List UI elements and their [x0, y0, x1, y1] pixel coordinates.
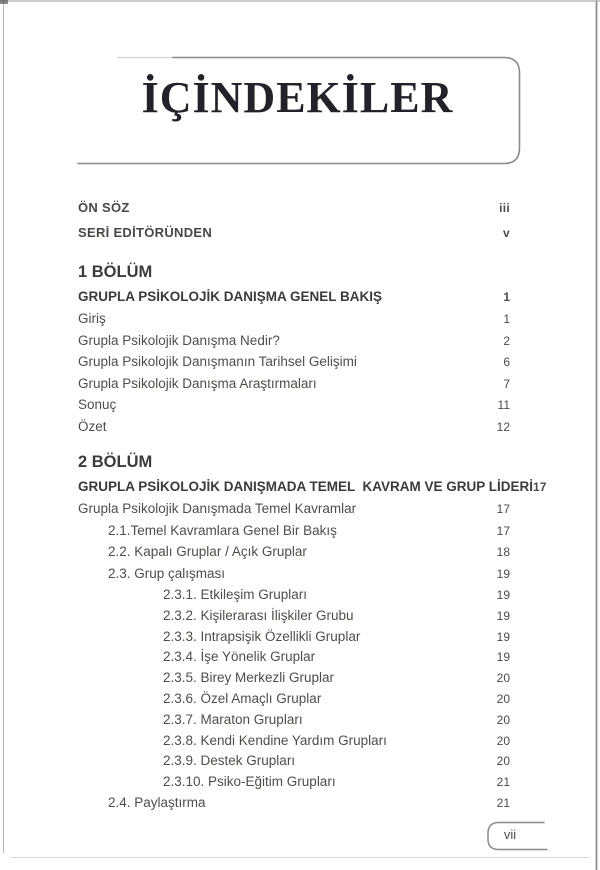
toc-entry	[78, 670, 510, 691]
toc-entry	[78, 733, 510, 754]
toc-entry-label: 2.3.9. Destek Grupları	[163, 753, 296, 769]
footer-page-number: vii	[503, 827, 517, 842]
toc-entry-label: 2.1.Temel Kavramlara Genel Bir Bakış	[108, 522, 337, 538]
toc-entry-page: 1	[503, 290, 510, 304]
toc-entry	[78, 566, 510, 588]
toc-entry	[78, 376, 510, 398]
toc-entry-page: 17	[496, 523, 510, 538]
toc-entry	[78, 354, 510, 376]
toc-entry-label: Özet	[78, 418, 107, 434]
toc-entry-page: 19	[496, 629, 510, 644]
page-title: İÇİNDEKİLER	[141, 73, 454, 122]
toc-entry-page: 19	[496, 608, 510, 623]
toc-entry-page: 12	[496, 419, 510, 434]
toc-entry-label: 2.3.8. Kendi Kendine Yardım Grupları	[163, 732, 387, 748]
toc-entry-label: Sonuç	[78, 397, 117, 412]
toc-entry-label: Grupla Psikolojik Danışmada Temel Kavramlar	[78, 501, 357, 516]
toc-entry	[78, 419, 510, 441]
toc-entry-page: 20	[496, 712, 510, 727]
toc-chapter-title	[78, 289, 510, 311]
toc-entry	[78, 712, 510, 733]
toc-entry	[78, 587, 510, 608]
toc-entry	[78, 774, 510, 795]
toc-entry-label: 2.3.10. Psiko-Eğitim Grupları	[163, 774, 336, 790]
toc-entry	[78, 523, 510, 545]
toc-entry	[78, 397, 510, 419]
toc-entry-label: 2.2. Kapalı Gruplar / Açık Gruplar	[108, 544, 307, 559]
toc-chapter-number	[78, 263, 510, 289]
scan-corner-smudge	[0, 0, 8, 4]
toc-entry-page: iii	[499, 201, 510, 215]
toc-entry-page: 2	[503, 333, 510, 348]
toc-entry-page: 19	[496, 588, 510, 602]
toc-entry-label: Grupla Psikolojik Danışmanın Tarihsel Gelişimi	[78, 354, 357, 369]
toc-entry-page: v	[503, 226, 510, 240]
toc-entry-page: 19	[496, 566, 510, 581]
toc-entry-label: 2.3. Grup çalışması	[108, 565, 226, 581]
toc-entry	[78, 544, 510, 566]
toc-entry	[78, 333, 510, 355]
toc-entry-label: 2.3.2. Kişilerarası İlişkiler Grubu	[163, 607, 354, 623]
toc-entry-page: 21	[496, 775, 510, 790]
toc-entry-label: Giriş	[78, 311, 106, 326]
toc-entry	[78, 795, 510, 817]
toc-entry-label: Grupla Psikolojik Danışma Nedir?	[78, 332, 280, 348]
toc-entry-page: 19	[496, 650, 510, 665]
toc-chapter-title	[78, 479, 547, 501]
toc-entry-page: 20	[496, 691, 510, 706]
toc-chapter-number	[78, 453, 510, 479]
table-of-contents	[78, 200, 547, 816]
toc-entry-label: 1 BÖLÜM	[78, 263, 153, 281]
toc-entry	[78, 311, 510, 333]
toc-entry	[78, 608, 510, 629]
toc-entry-page: 6	[503, 355, 510, 369]
toc-entry-front-matter	[78, 200, 510, 225]
toc-entry	[78, 629, 510, 650]
toc-entry-label: ÖN SÖZ	[78, 200, 130, 215]
toc-entry-label: 2.3.5. Birey Merkezli Gruplar	[163, 670, 335, 686]
toc-entry-label: 2.3.6. Özel Amaçlı Gruplar	[163, 690, 322, 706]
toc-entry-label: 2.4. Paylaştırma	[108, 794, 206, 810]
toc-entry	[78, 753, 510, 774]
toc-entry-page: 11	[497, 398, 510, 412]
toc-entry-label: 2.3.3. Intrapsişik Özellikli Gruplar	[163, 628, 361, 644]
toc-entry-page: 7	[503, 376, 510, 391]
toc-entry-page: 20	[496, 671, 510, 686]
toc-entry	[78, 649, 510, 670]
toc-entry-label: GRUPLA PSİKOLOJİK DANIŞMA GENEL BAKIŞ	[78, 289, 383, 304]
toc-entry-front-matter	[78, 225, 510, 250]
toc-entry-label: 2 BÖLÜM	[78, 453, 153, 471]
toc-entry-label: Grupla Psikolojik Danışma Araştırmaları	[78, 375, 317, 391]
toc-entry-label: 2.3.7. Maraton Grupları	[163, 711, 303, 727]
toc-entry-page: 18	[496, 545, 510, 559]
toc-entry-page: 21	[496, 795, 510, 810]
toc-entry-page: 1	[503, 312, 510, 326]
toc-entry-page: 20	[496, 733, 510, 748]
toc-entry-page: 17	[533, 480, 547, 494]
toc-entry	[78, 501, 510, 523]
toc-entry-label: SERİ EDİTÖRÜNDEN	[78, 225, 213, 240]
toc-entry-label: 2.3.4. İşe Yönelik Gruplar	[163, 649, 316, 665]
toc-entry-page: 17	[496, 502, 510, 516]
toc-entry-label: GRUPLA PSİKOLOJİK DANIŞMADA TEMEL KAVRAM VE GRUP LİDERİ	[78, 479, 534, 494]
toc-entry-label: 2.3.1. Etkileşim Grupları	[163, 587, 308, 602]
toc-entry-page: 20	[496, 754, 510, 769]
toc-entry	[78, 691, 510, 712]
